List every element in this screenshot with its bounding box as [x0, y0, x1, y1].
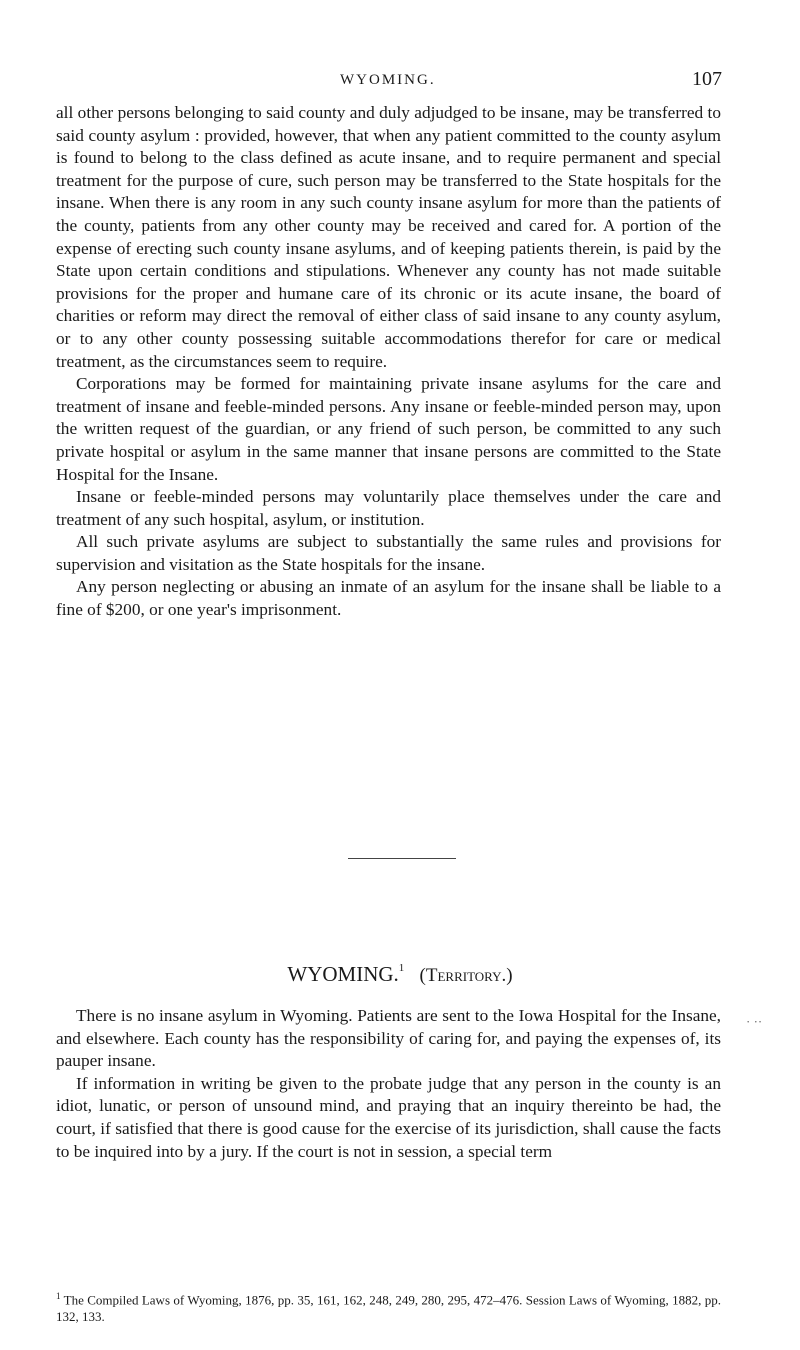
- footnote: [56, 1288, 721, 1325]
- section-subtitle: (Territory.): [419, 965, 513, 986]
- page-number: 107: [692, 68, 722, 90]
- paragraph: all other persons belonging to said county and duly adjudged to be insane, may be transferred to said county asylum : provided, however, that when any patient committed to the county asylum is found to belong to the class defined as acute insane, and to require permanent and special treatment for the purpose of cure, such person may be transferred to the State hospitals for the insane. When there is any room in any such county insane asylum for more than the patients of the county, patients from any other county may be received and cared for. A portion of the expense of erecting such county insane asylums, and of keeping patients therein, is paid by the State upon certain conditions and stipulations. Whenever any county has not made suitable provisions for the proper and humane care of its chronic or its acute insane, the board of charities or reform may direct the removal of either class of said insane to any county asylum, or to any other county possessing suitable accommodations therefor for care or medical treatment, as the circumstances seem to require.: [56, 103, 721, 371]
- footnote-marker: 1: [56, 1291, 61, 1301]
- paragraph: Any person neglecting or abusing an inmate of an asylum for the insane shall be liable to a fine of $200, or one year's imprisonment.: [56, 577, 721, 620]
- section-divider: [348, 858, 456, 859]
- running-head-title: WYOMING.: [340, 72, 436, 88]
- paragraph: Insane or feeble-minded persons may voluntarily place themselves under the care and treatment of any such hospital, asylum, or institution.: [56, 487, 721, 529]
- footnote-reference[interactable]: 1: [398, 962, 405, 974]
- section-title: WYOMING.: [287, 962, 399, 986]
- margin-mark: · ··: [746, 1014, 763, 1029]
- section-heading: [0, 962, 800, 987]
- body-text-continued: [56, 102, 721, 622]
- footnote-text: The Compiled Laws of Wyoming, 1876, pp. 35, 161, 162, 248, 249, 280, 295, 472–476. Session Laws of Wyoming, 1882, pp. 132, 133.: [56, 1292, 722, 1325]
- paragraph: All such private asylums are subject to substantially the same rules and provisions for supervision and visitation as the State hospitals for the insane.: [56, 532, 721, 574]
- paragraph: Corporations may be formed for maintaining private insane asylums for the care and treatment of insane and feeble-minded persons. Any insane or feeble-minded person may, upon the written request of the guardian, or any friend of such person, be committed to any such private hospital or asylum in the same manner that insane persons are committed to the State Hospital for the Insane.: [56, 374, 721, 484]
- paragraph: There is no insane asylum in Wyoming. Patients are sent to the Iowa Hospital for the Insane, and elsewhere. Each county has the responsibility of caring for, and paying the expenses of, its pauper insane.: [56, 1006, 721, 1071]
- paragraph: If information in writing be given to the probate judge that any person in the county is an idiot, lunatic, or person of unsound mind, and praying that an inquiry thereinto be had, the court, if satisfied that there is good cause for the exercise of its jurisdiction, shall cause the facts to be inquired into by a jury. If the court is not in session, a special term: [56, 1073, 721, 1161]
- body-text-wyoming: [56, 1005, 721, 1163]
